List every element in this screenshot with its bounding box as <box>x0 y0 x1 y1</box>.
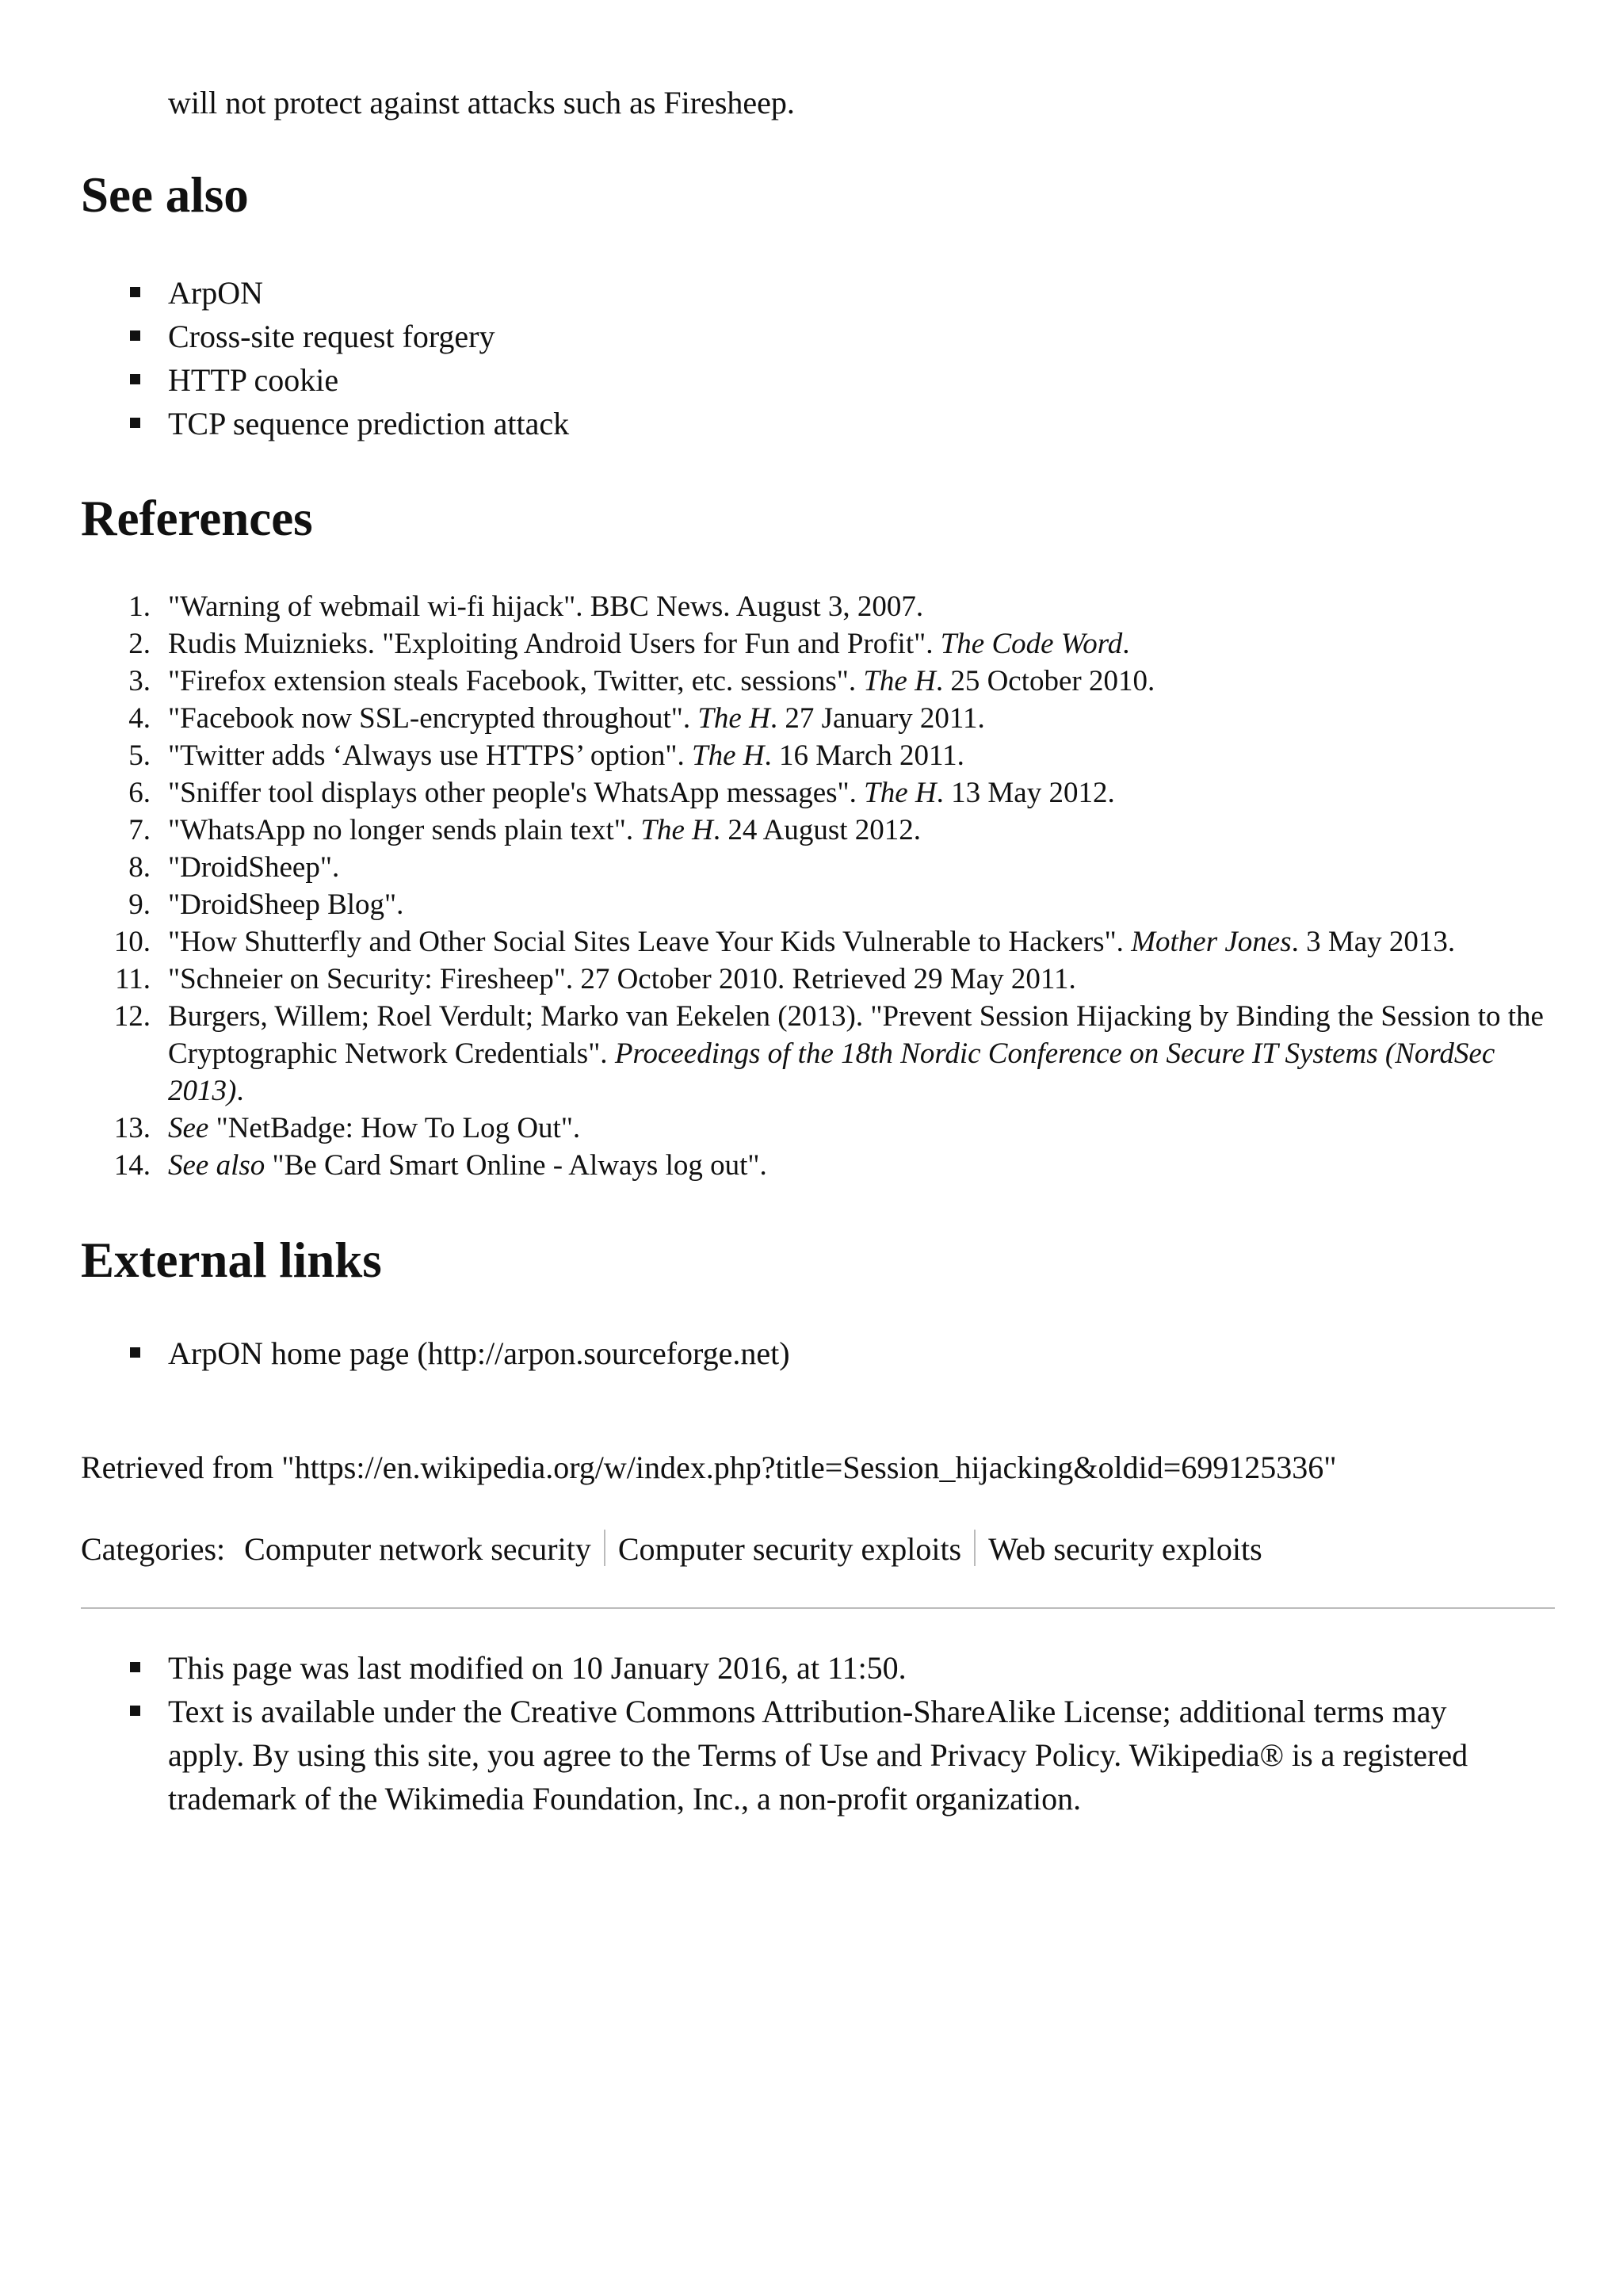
reference-item <box>81 700 1555 737</box>
reference-tail: . 13 May 2012. <box>936 777 1115 809</box>
reference-source: The Code Word <box>940 628 1123 660</box>
reference-number: 11. <box>115 963 151 995</box>
reference-item <box>81 663 1555 700</box>
reference-tail: . 16 March 2011. <box>764 739 964 772</box>
external-link-arpon[interactable]: ArpON home page (http://arpon.sourceforge.net) <box>81 1331 790 1375</box>
reference-item <box>81 1110 1555 1147</box>
reference-number: 13. <box>113 1112 151 1144</box>
reference-link[interactable]: "Warning of webmail wi-fi hijack". BBC News. August 3, 2007. <box>168 590 924 623</box>
category-link[interactable]: Computer network security <box>244 1531 591 1567</box>
reference-number: 2. <box>128 628 151 660</box>
reference-link[interactable]: "Be Card Smart Online - Always log out". <box>265 1149 767 1182</box>
reference-link[interactable]: "Sniffer tool displays other people's WhatsApp messages". <box>168 777 865 809</box>
reference-number: 7. <box>128 814 151 846</box>
reference-number: 8. <box>128 851 151 884</box>
reference-item <box>81 923 1555 961</box>
reference-item <box>81 625 1555 663</box>
reference-tail: . 3 May 2013. <box>1291 926 1456 958</box>
reference-item <box>81 812 1555 849</box>
reference-item <box>81 774 1555 812</box>
footer-license: Text is available under the Creative Commons Attribution-ShareAlike License; additional terms may apply. By using this site, you agree to the Terms of Use and Privacy Policy. Wikipedia® is a registered trademark of the Wikimedia Foundation, Inc., a non-profit organization. <box>81 1690 1555 1820</box>
reference-link[interactable]: "DroidSheep". <box>168 851 340 884</box>
reference-link[interactable]: "WhatsApp no longer sends plain text". <box>168 814 641 846</box>
reference-number: 9. <box>128 888 151 921</box>
reference-item <box>81 849 1555 886</box>
reference-number: 14. <box>113 1149 151 1182</box>
reference-tail: . 25 October 2010. <box>935 665 1155 697</box>
reference-number: 1. <box>128 590 151 623</box>
references-list <box>81 588 1555 1184</box>
reference-link[interactable]: "How Shutterfly and Other Social Sites Leave Your Kids Vulnerable to Hackers". <box>168 926 1132 958</box>
see-also-item-http-cookie[interactable]: HTTP cookie <box>81 358 569 402</box>
footer-list <box>81 1646 1555 1820</box>
reference-link[interactable]: Burgers, Willem; Roel Verdult; Marko van Eekelen (2013). "Prevent Session Hijacking by Binding the Session to the Cryptographic Network Credentials". <box>168 1000 1544 1070</box>
reference-source: The H <box>640 814 713 846</box>
reference-number: 4. <box>128 702 151 735</box>
categories-bar <box>81 1530 1267 1568</box>
reference-number: 10. <box>113 926 151 958</box>
reference-item <box>81 886 1555 923</box>
reference-link[interactable]: "Schneier on Security: Firesheep". 27 October 2010. Retrieved 29 May 2011. <box>168 963 1076 995</box>
reference-link[interactable]: "Facebook now SSL-encrypted throughout". <box>168 702 698 735</box>
reference-link[interactable]: "DroidSheep Blog". <box>168 888 404 921</box>
intro-text: will not protect against attacks such as Firesheep. <box>168 85 795 120</box>
reference-link[interactable]: "Firefox extension steals Facebook, Twitter, etc. sessions". <box>168 665 864 697</box>
category-link[interactable]: Web security exploits <box>988 1531 1262 1567</box>
category-separator <box>974 1530 976 1566</box>
reference-item <box>81 1147 1555 1184</box>
reference-source: The H <box>863 665 936 697</box>
reference-number: 6. <box>128 777 151 809</box>
reference-see-also: See also <box>168 1149 265 1182</box>
reference-source: The H <box>697 702 770 735</box>
reference-item <box>81 961 1555 998</box>
reference-number: 12. <box>113 1000 151 1033</box>
reference-link[interactable]: "NetBadge: How To Log Out". <box>208 1112 581 1144</box>
reference-source: The H <box>864 777 937 809</box>
footer-last-modified: This page was last modified on 10 January 2016, at 11:50. <box>81 1646 1555 1690</box>
reference-source: Proceedings of the 18th Nordic Conference on Secure IT Systems (NordSec 2013) <box>168 1037 1495 1107</box>
categories-label: Categories: <box>81 1531 226 1567</box>
reference-link[interactable]: "Twitter adds ‘Always use HTTPS’ option". <box>168 739 692 772</box>
category-separator <box>604 1530 605 1566</box>
see-also-list <box>81 271 569 445</box>
reference-source: The H <box>692 739 765 772</box>
reference-item <box>81 588 1555 625</box>
reference-tail: . <box>1122 628 1130 660</box>
reference-tail: . 24 August 2012. <box>712 814 922 846</box>
reference-tail: . 27 January 2011. <box>769 702 985 735</box>
reference-tail: . <box>236 1075 244 1107</box>
see-also-item-tcp-sequence[interactable]: TCP sequence prediction attack <box>81 402 569 445</box>
references-heading: References <box>81 491 313 546</box>
see-also-item-csrf[interactable]: Cross-site request forgery <box>81 315 569 358</box>
reference-item <box>81 998 1555 1110</box>
reference-source: Mother Jones <box>1131 926 1292 958</box>
footer-divider <box>81 1607 1555 1609</box>
see-also-item-arpon[interactable]: ArpON <box>81 271 569 315</box>
external-links-list <box>81 1331 790 1375</box>
reference-link[interactable]: Rudis Muiznieks. "Exploiting Android Users for Fun and Profit". <box>168 628 941 660</box>
reference-number: 5. <box>128 739 151 772</box>
external-links-heading: External links <box>81 1232 382 1288</box>
see-also-heading: See also <box>81 167 249 223</box>
category-link[interactable]: Computer security exploits <box>617 1531 962 1567</box>
reference-item <box>81 737 1555 774</box>
reference-number: 3. <box>128 665 151 697</box>
retrieved-from-link[interactable]: Retrieved from "https://en.wikipedia.org/w/index.php?title=Session_hijacking&oldid=699125336" <box>81 1450 1337 1485</box>
reference-see: See <box>168 1112 209 1144</box>
